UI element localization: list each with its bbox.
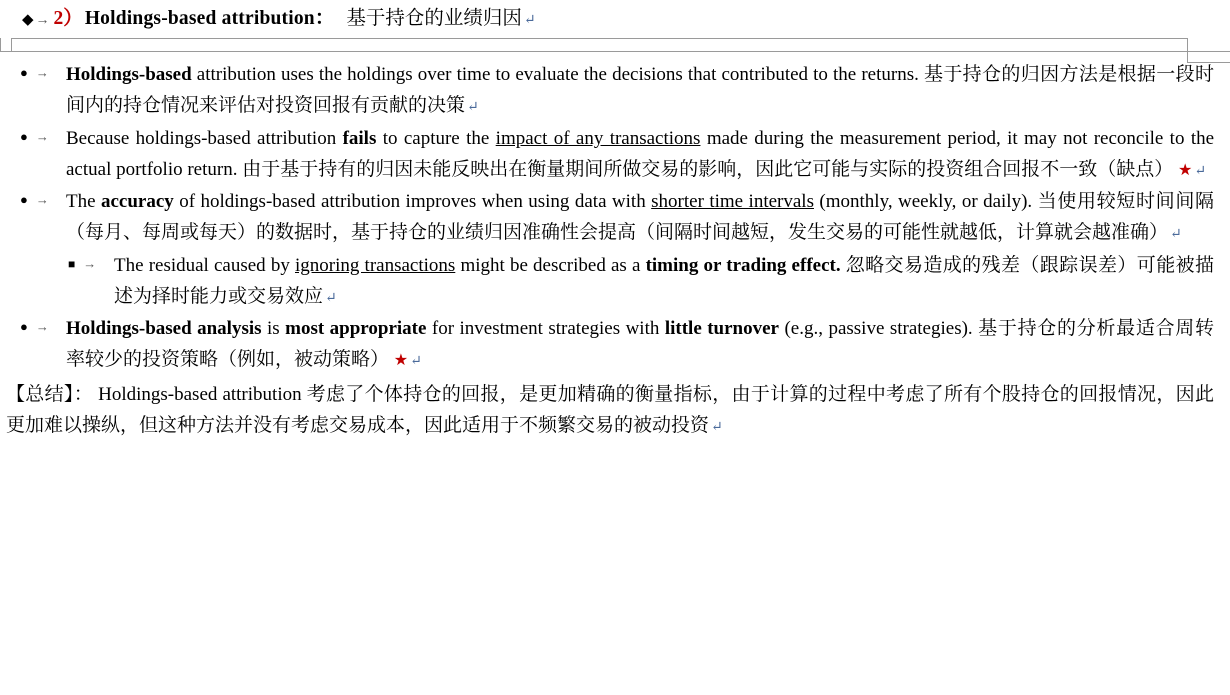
sub-list-item [20,251,1214,313]
document-body [0,54,1230,376]
bullet-2-chinese: 由于基于持有的归因未能反映出在衡量期间所做交易的影响，因此它可能与实际的投资组合回报不一致（缺点） [242,158,1174,180]
list-item [20,60,1214,122]
bullet-marker [20,314,66,337]
heading-colon: ： [314,8,335,29]
bullet-4-english-mid: might be described as a [460,254,641,276]
bullet-marker [20,60,66,83]
section-heading [0,0,1230,36]
bullet-4-chinese: 忽略交易造成的残差（跟踪误差）可能被描述为择时能力或交易效应 [114,254,1214,307]
disc-bullet-icon: ● [20,192,28,208]
divider-left-cap [0,38,12,51]
bullet-3-english-post: (monthly, weekly, or daily). [819,191,1033,213]
bullet-3-english-pre: The [66,191,96,213]
heading-number: 2） [53,8,83,29]
bullet-3-underline: shorter time intervals [651,191,814,213]
heading-chinese: 基于持仓的业绩归因 [346,8,522,29]
summary-english: Holdings-based attribution [98,383,302,405]
summary-chinese: 考虑了个体持仓的回报，是更加精确的衡量指标，由于计算的过程中考虑了所有个股持仓的回报情况，因此更加难以操纵，但这种方法并没有考虑交易成本，因此适用于不频繁交易的被动投资 [6,383,1214,436]
bullet-3-bold: accuracy [100,191,174,213]
bullet-2-underline: impact of any transactions [495,127,701,149]
tab-arrow-icon: → [35,128,49,144]
list-item [20,124,1214,186]
tab-arrow-icon: → [35,13,50,28]
star-marker-icon: ★ [1177,161,1193,179]
bullet-4-bold: timing or trading effect. [645,254,841,276]
list-item-text [66,314,1214,376]
summary-label: 【总结】： [6,383,94,405]
sub-list-item-text [114,251,1214,313]
bullet-2-english-mid: to capture the [382,127,490,149]
bullet-3-english-mid: of holdings-based attribution improves when using data with [179,191,646,213]
bullet-5-mid1: is [267,318,280,340]
bullet-2-bold: fails [342,127,377,149]
summary-paragraph [0,378,1230,442]
list-item-text [66,124,1214,186]
bullet-marker [20,187,66,210]
divider-line-bottom [0,51,1230,52]
bullet-4-underline: ignoring transactions [295,254,456,276]
divider-right-cap [1187,38,1230,51]
bullet-2-english-pre: Because holdings-based attribution [66,127,337,149]
bullet-5-post: (e.g., passive strategies). [784,318,973,340]
paragraph-mark: ↵ [1194,163,1207,179]
tab-arrow-icon: → [35,319,49,335]
bullet-1-english: attribution uses the holdings over time to evaluate the decisions that contributed to the returns. [196,64,919,86]
bullet-2-english-post: made during the measurement period, it may not reconcile to the actual portfolio return. [66,127,1215,180]
diamond-bullet-icon: ◆ [22,12,34,28]
paragraph-mark: ↵ [467,100,479,116]
disc-bullet-icon: ● [20,319,28,335]
heading-english: Holdings-based attribution [84,8,315,29]
paragraph-mark: ↵ [523,13,536,28]
list-item-text [66,187,1214,249]
bullet-5-bold-lead: Holdings-based analysis [66,318,262,340]
page-divider [0,38,1230,54]
bullet-marker [20,124,66,147]
tab-arrow-icon: → [83,255,97,271]
list-item-text [66,60,1214,122]
square-bullet-icon: ■ [68,256,76,271]
bullet-1-bold-lead: Holdings-based [66,64,192,86]
bullet-3-chinese: 当使用较短时间间隔（每月、每周或每天）的数据时，基于持仓的业绩归因准确性会提高（间隔时间越短，发生交易的可能性就越低，计算就会越准确） [66,191,1215,244]
disc-bullet-icon: ● [20,128,28,144]
bullet-5-bold3: little turnover [664,318,779,340]
list-item [20,187,1214,249]
disc-bullet-icon: ● [20,65,28,81]
paragraph-mark: ↵ [410,354,422,370]
divider-right-cap-lower [1187,51,1230,63]
tab-arrow-icon: → [35,65,49,81]
bullet-5-chinese: 基于持仓的分析最适合周转率较少的投资策略（例如，被动策略） [66,318,1215,371]
list-item [20,314,1214,376]
bullet-marker [68,251,114,274]
bullet-1-chinese: 基于持仓的归因方法是根据一段时间内的持仓情况来评估对投资回报有贡献的决策 [66,64,1214,117]
bullet-4-english-pre: The residual caused by [114,254,290,276]
tab-arrow-icon: → [35,192,49,208]
paragraph-mark: ↵ [325,290,337,306]
paragraph-mark: ↵ [1170,227,1182,243]
bullet-5-bold2: most appropriate [285,318,427,340]
paragraph-mark: ↵ [711,419,723,435]
divider-line-top [0,38,1230,39]
bullet-5-mid2: for investment strategies with [431,318,660,340]
star-marker-icon: ★ [393,352,409,370]
